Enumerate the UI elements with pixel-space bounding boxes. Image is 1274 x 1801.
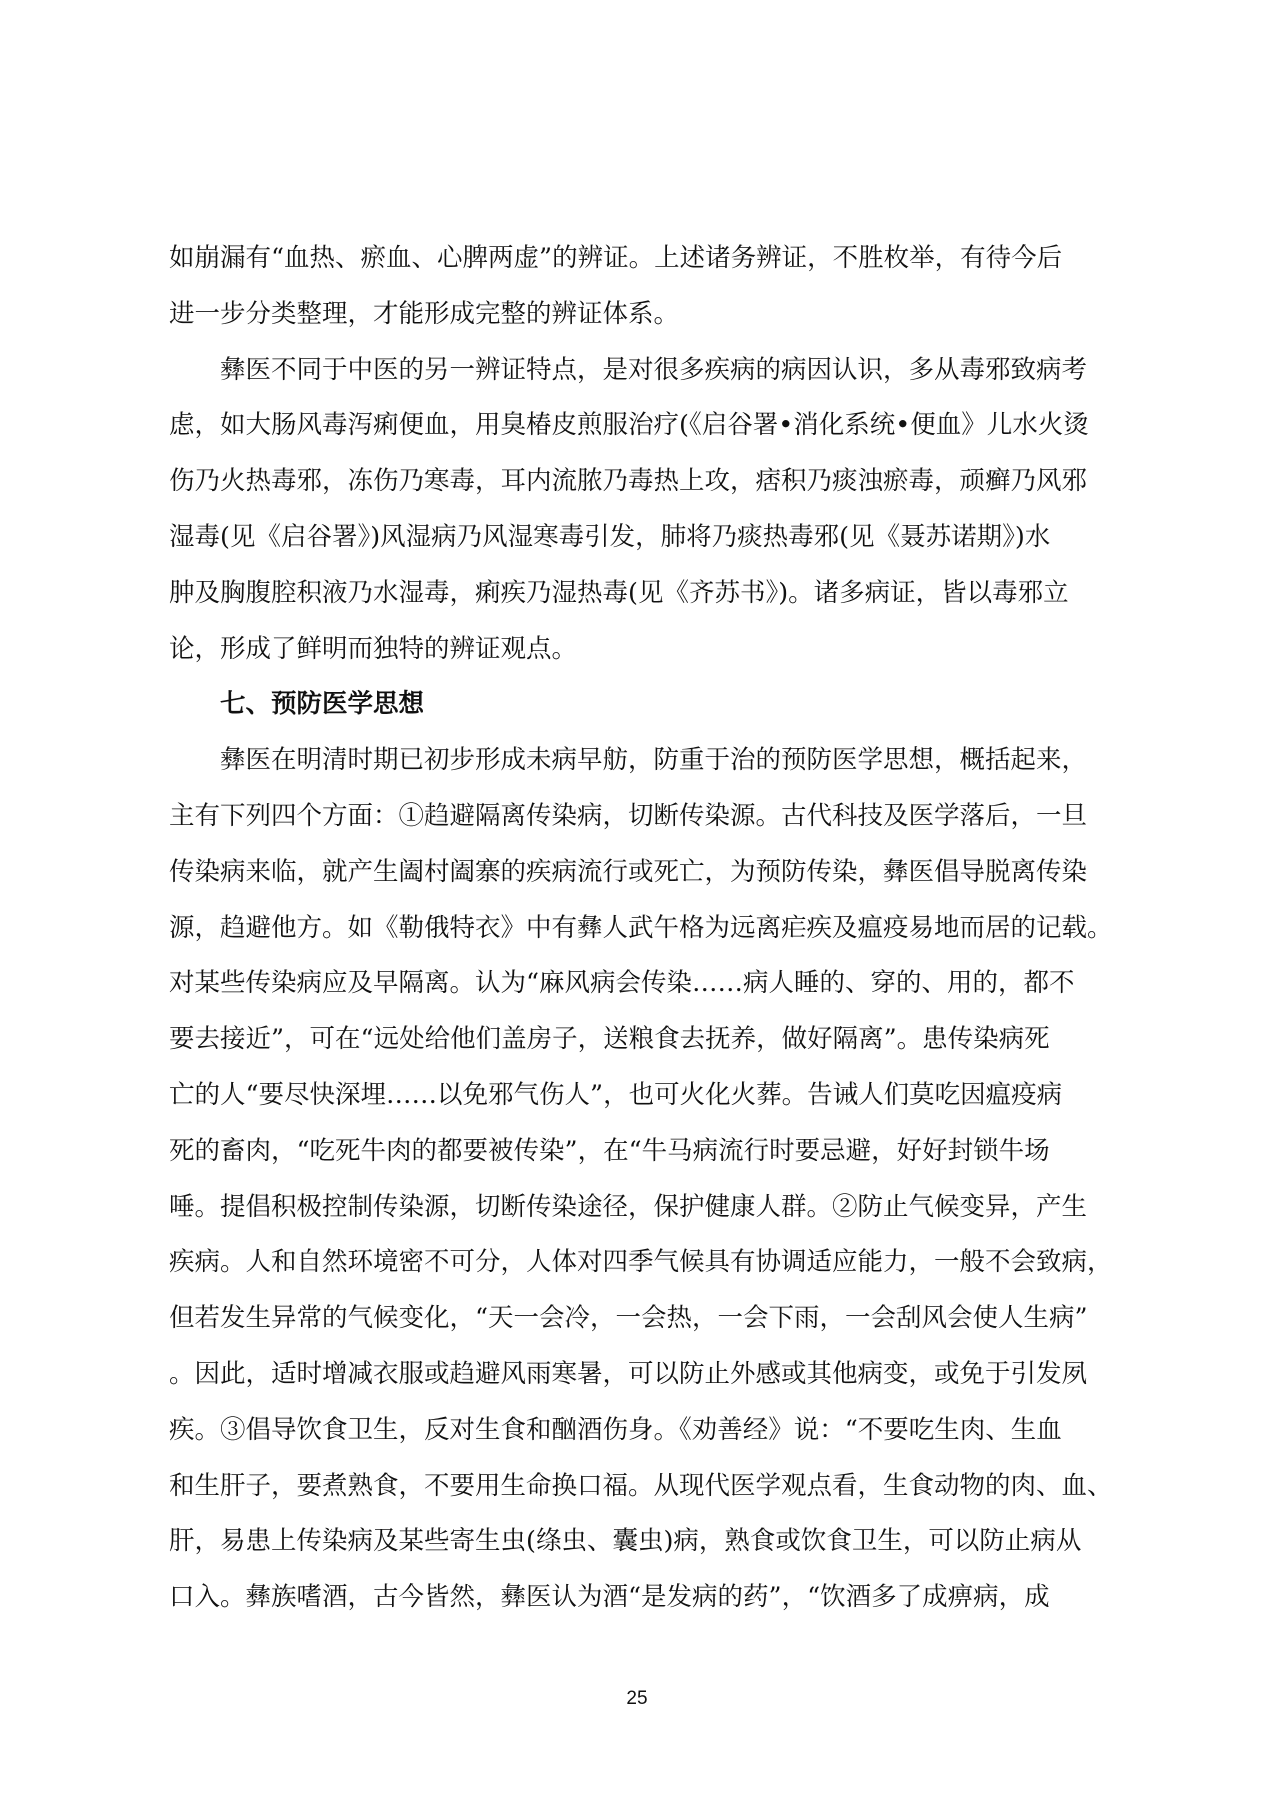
text-line: 进一步分类整理，才能形成完整的辨证体系。: [169, 298, 680, 329]
text-line: 彝医在明清时期已初步形成未病早舫，防重于治的预防医学思想，概括起来，: [220, 745, 1088, 776]
text-line: 传染病来临，就产生阖村阖寨的疾病流行或死亡，为预防传染，彝医倡导脱离传染: [169, 856, 1088, 887]
text-line: 对某些传染病应及早隔离。认为“麻风病会传染……病人睡的、穿的、用的，都不: [169, 968, 1075, 999]
section-heading: 七、预防医学思想: [220, 689, 425, 720]
text-line: 虑，如大肠风毒泻痢便血，用臭椿皮煎服治疗(《启谷署•消化系统•便血》儿水火烫: [169, 410, 1089, 441]
page-number: 25: [626, 1688, 648, 1709]
text-line: 口入。彝族嗜酒，古今皆然，彝医认为酒“是发病的药”，“饮酒多了成痹病，成: [169, 1582, 1050, 1613]
text-line: 。因此，适时增减衣服或趋避风雨寒暑，可以防止外感或其他病变，或免于引发夙: [169, 1358, 1088, 1389]
document-body: [169, 231, 1129, 1626]
text-line: 如崩漏有“血热、瘀血、心脾两虚”的辨证。上述诸务辨证，不胜枚举，有待今后: [169, 243, 1063, 273]
text-line: 伤乃火热毒邪，冻伤乃寒毒，耳内流脓乃毒热上攻，痞积乃痰浊瘀毒，顽癣乃风邪: [169, 466, 1088, 497]
text-line: 死的畜肉，“吃死牛肉的都要被传染”，在“牛马病流行时要忌避，好好封锁牛场: [169, 1135, 1050, 1166]
text-line: 和生肝子，要煮熟食，不要用生命换口福。从现代医学观点看，生食动物的肉、血、: [169, 1470, 1113, 1501]
text-line: 肝，易患上传染病及某些寄生虫(绦虫、囊虫)病，熟食或饮食卫生，可以防止病从: [169, 1526, 1082, 1557]
text-line: 但若发生异常的气候变化，“天一会冷，一会热，一会下雨，一会刮风会使人生病”: [169, 1303, 1088, 1334]
text-line: 亡的人“要尽快深埋……以免邪气伤人”，也可火化火葬。告诫人们莫吃因瘟疫病: [169, 1079, 1063, 1110]
text-line: 主有下列四个方面：①趋避隔离传染病，切断传染源。古代科技及医学落后，一旦: [169, 800, 1088, 831]
text-line: 肿及胸腹腔积液乃水湿毒，痢疾乃湿热毒(见《齐苏书》)。诸多病证，皆以毒邪立: [169, 577, 1069, 608]
text-line: 疾。③倡导饮食卫生，反对生食和酗酒伤身。《劝善经》说：“不要吃生肉、生血: [169, 1414, 1062, 1445]
text-line: 论，形成了鲜明而独特的辨证观点。: [169, 633, 578, 664]
text-line: 唾。提倡积极控制传染源，切断传染途径，保护健康人群。②防止气候变异，产生: [169, 1191, 1088, 1222]
text-line: 疾病。人和自然环境密不可分，人体对四季气候具有协调适应能力，一般不会致病，: [169, 1247, 1113, 1278]
text-line: 要去接近”，可在“远处给他们盖房子，送粮食去抚养，做好隔离”。患传染病死: [169, 1024, 1050, 1055]
text-line: 彝医不同于中医的另一辨证特点，是对很多疾病的病因认识，多从毒邪致病考: [220, 354, 1088, 385]
text-line: 湿毒(见《启谷署》)风湿病乃风湿寒毒引发，肺将乃痰热毒邪(见《聂苏诺期》)水: [169, 521, 1051, 552]
text-line: 源，趋避他方。如《勒俄特衣》中有彝人武午格为远离疟疾及瘟疫易地而居的记载。: [169, 912, 1113, 943]
